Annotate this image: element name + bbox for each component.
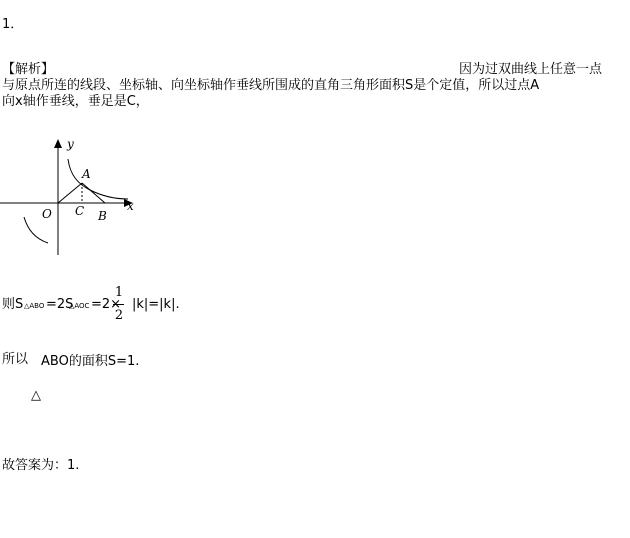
segment-AB	[82, 183, 105, 203]
formula-mid1: =2S	[46, 297, 74, 312]
area-prefix: 所以	[2, 352, 29, 367]
label-C: C	[75, 204, 85, 218]
answer-line: 故答案为：1.	[2, 458, 80, 473]
label-x: x	[127, 199, 134, 213]
formula-mid2: =2×	[91, 297, 122, 312]
analysis-line3: 向x轴作垂线，垂足是C，	[2, 94, 149, 109]
label-y: y	[67, 137, 74, 151]
label-B: B	[98, 209, 107, 223]
formula-sub1: △ABO	[24, 302, 45, 310]
label-O: O	[42, 207, 52, 221]
segment-OA	[58, 183, 82, 203]
y-axis-arrow	[54, 139, 62, 148]
area-text: ABO的面积S=1.	[41, 354, 140, 369]
fraction-denominator: 2	[114, 308, 124, 323]
label-A: A	[82, 167, 91, 181]
formula-prefix: 则S	[2, 297, 24, 312]
hyperbola-branch-1	[68, 159, 128, 199]
question-number: 1．	[2, 17, 24, 32]
triangle-symbol: △	[31, 388, 41, 403]
analysis-line1-end: 因为过双曲线上任意一点	[459, 62, 603, 77]
formula-line	[2, 287, 262, 331]
formula-sub2: △AOC	[69, 302, 90, 310]
fraction-bar	[113, 304, 124, 305]
formula-suffix: |k|=|k|.	[132, 297, 180, 312]
hyperbola-figure	[0, 133, 140, 258]
analysis-heading: 【解析】	[2, 62, 55, 77]
analysis-line2: 与原点所连的线段、坐标轴、向坐标轴作垂线所围成的直角三角形面积S是个定值，所以过点A	[2, 78, 540, 93]
fraction-numerator: 1	[114, 285, 124, 300]
